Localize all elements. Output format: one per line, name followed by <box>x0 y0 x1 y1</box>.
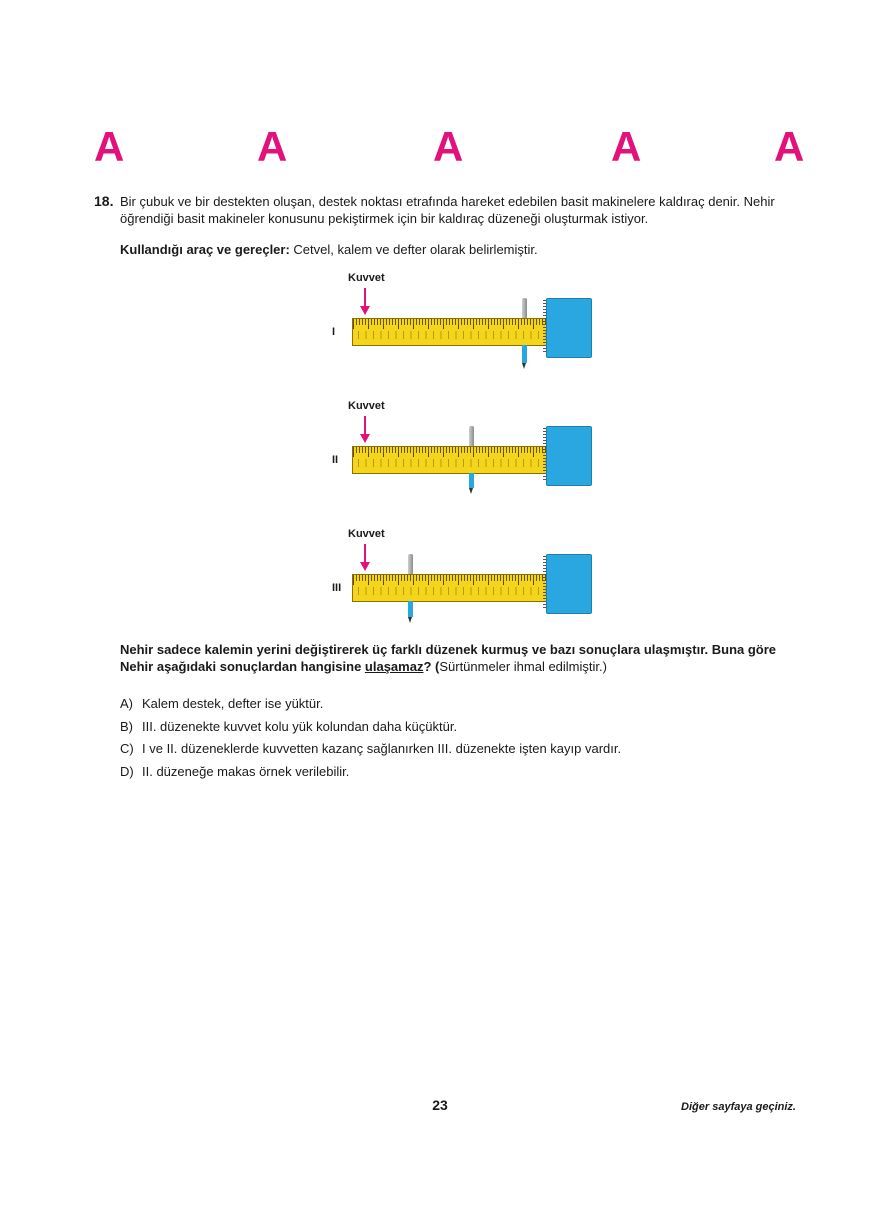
notebook <box>546 554 592 614</box>
materials-line <box>120 242 538 257</box>
materials-text: Cetvel, kalem ve defter olarak belirlemiştir. <box>289 242 538 257</box>
pencil-body <box>408 601 413 617</box>
ruler-scale <box>352 587 547 595</box>
booklet-letter: A <box>257 123 288 170</box>
prompt-question-mark: ? ( <box>423 659 440 674</box>
force-arrow-head-icon <box>360 306 370 315</box>
answer-option-d[interactable] <box>120 763 621 786</box>
lever-setup-1 <box>330 268 610 368</box>
option-text: III. düzenekte kuvvet kolu yük kolundan daha küçüktür. <box>142 718 458 734</box>
prompt-line: Nehir sadece kalemin yerini değiştirerek üç farklı düzenek kurmuş ve bazı sonuçlara ulaşmıştır. Buna göre <box>120 642 777 657</box>
option-letter: C) <box>120 741 134 756</box>
pencil-body <box>469 473 474 488</box>
booklet-letter: A <box>94 123 125 170</box>
force-arrow-icon <box>364 288 366 308</box>
booklet-letter: A <box>774 123 805 170</box>
force-arrow-head-icon <box>360 434 370 443</box>
force-arrow-head-icon <box>360 562 370 571</box>
option-text: II. düzeneğe makas örnek verilebilir. <box>142 763 350 779</box>
force-label: Kuvvet <box>348 400 385 412</box>
booklet-letters <box>0 124 880 174</box>
page-number: 23 <box>432 1097 448 1113</box>
pencil-tip-icon <box>408 617 412 623</box>
lever-setup-2 <box>330 396 610 496</box>
pencil-tip-icon <box>522 363 526 369</box>
lever-setup-3 <box>330 524 610 624</box>
answer-option-c[interactable] <box>120 740 621 763</box>
ruler-scale <box>352 331 547 339</box>
setup-numeral: I <box>332 326 336 338</box>
prompt-line <box>120 658 820 675</box>
option-letter: B) <box>120 718 133 734</box>
pencil-icon <box>469 426 474 446</box>
booklet-letter: A <box>611 123 642 170</box>
pencil-icon <box>522 298 527 318</box>
answer-options <box>120 695 621 785</box>
next-page-note: Diğer sayfaya geçiniz. <box>681 1101 796 1113</box>
pencil-icon <box>408 554 413 574</box>
force-label: Kuvvet <box>348 272 385 284</box>
option-letter: A) <box>120 696 133 711</box>
prompt-underlined-word: ulaşamaz <box>364 659 424 674</box>
setup-numeral: II <box>332 454 339 466</box>
setup-numeral: III <box>332 582 342 594</box>
pencil-tip-icon <box>469 488 473 494</box>
answer-option-b[interactable] <box>120 718 621 741</box>
prompt-text: Nehir aşağıdaki sonuçlardan hangisine <box>120 659 365 674</box>
force-arrow-icon <box>364 416 366 436</box>
force-label: Kuvvet <box>348 528 385 540</box>
answer-option-a[interactable] <box>120 695 621 718</box>
materials-label: Kullandığı araç ve gereçler: <box>120 242 290 257</box>
notebook <box>546 298 592 358</box>
booklet-letter: A <box>433 123 464 170</box>
question-stem-line: öğrendiği basit makineler konusunu pekiştirmek için bir kaldıraç düzeneği oluşturmak istiyor. <box>120 211 649 226</box>
option-letter: D) <box>120 763 134 779</box>
prompt-note: Sürtünmeler ihmal edilmiştir.) <box>439 659 607 674</box>
ruler-scale <box>352 459 547 467</box>
option-text: Kalem destek, defter ise yüktür. <box>142 696 324 711</box>
notebook <box>546 426 592 486</box>
question-prompt <box>120 641 820 675</box>
force-arrow-icon <box>364 544 366 564</box>
lever-figure <box>330 268 610 638</box>
question-stem <box>120 193 820 227</box>
option-text: I ve II. düzeneklerde kuvvetten kazanç sağlanırken III. düzenekte işten kayıp vardır. <box>142 741 622 756</box>
question-number: 18. <box>94 193 114 209</box>
pencil-body <box>522 345 527 363</box>
question-stem-line: Bir çubuk ve bir destekten oluşan, destek noktası etrafında hareket edebilen basit makinelere kaldıraç denir. Nehir <box>120 194 775 209</box>
